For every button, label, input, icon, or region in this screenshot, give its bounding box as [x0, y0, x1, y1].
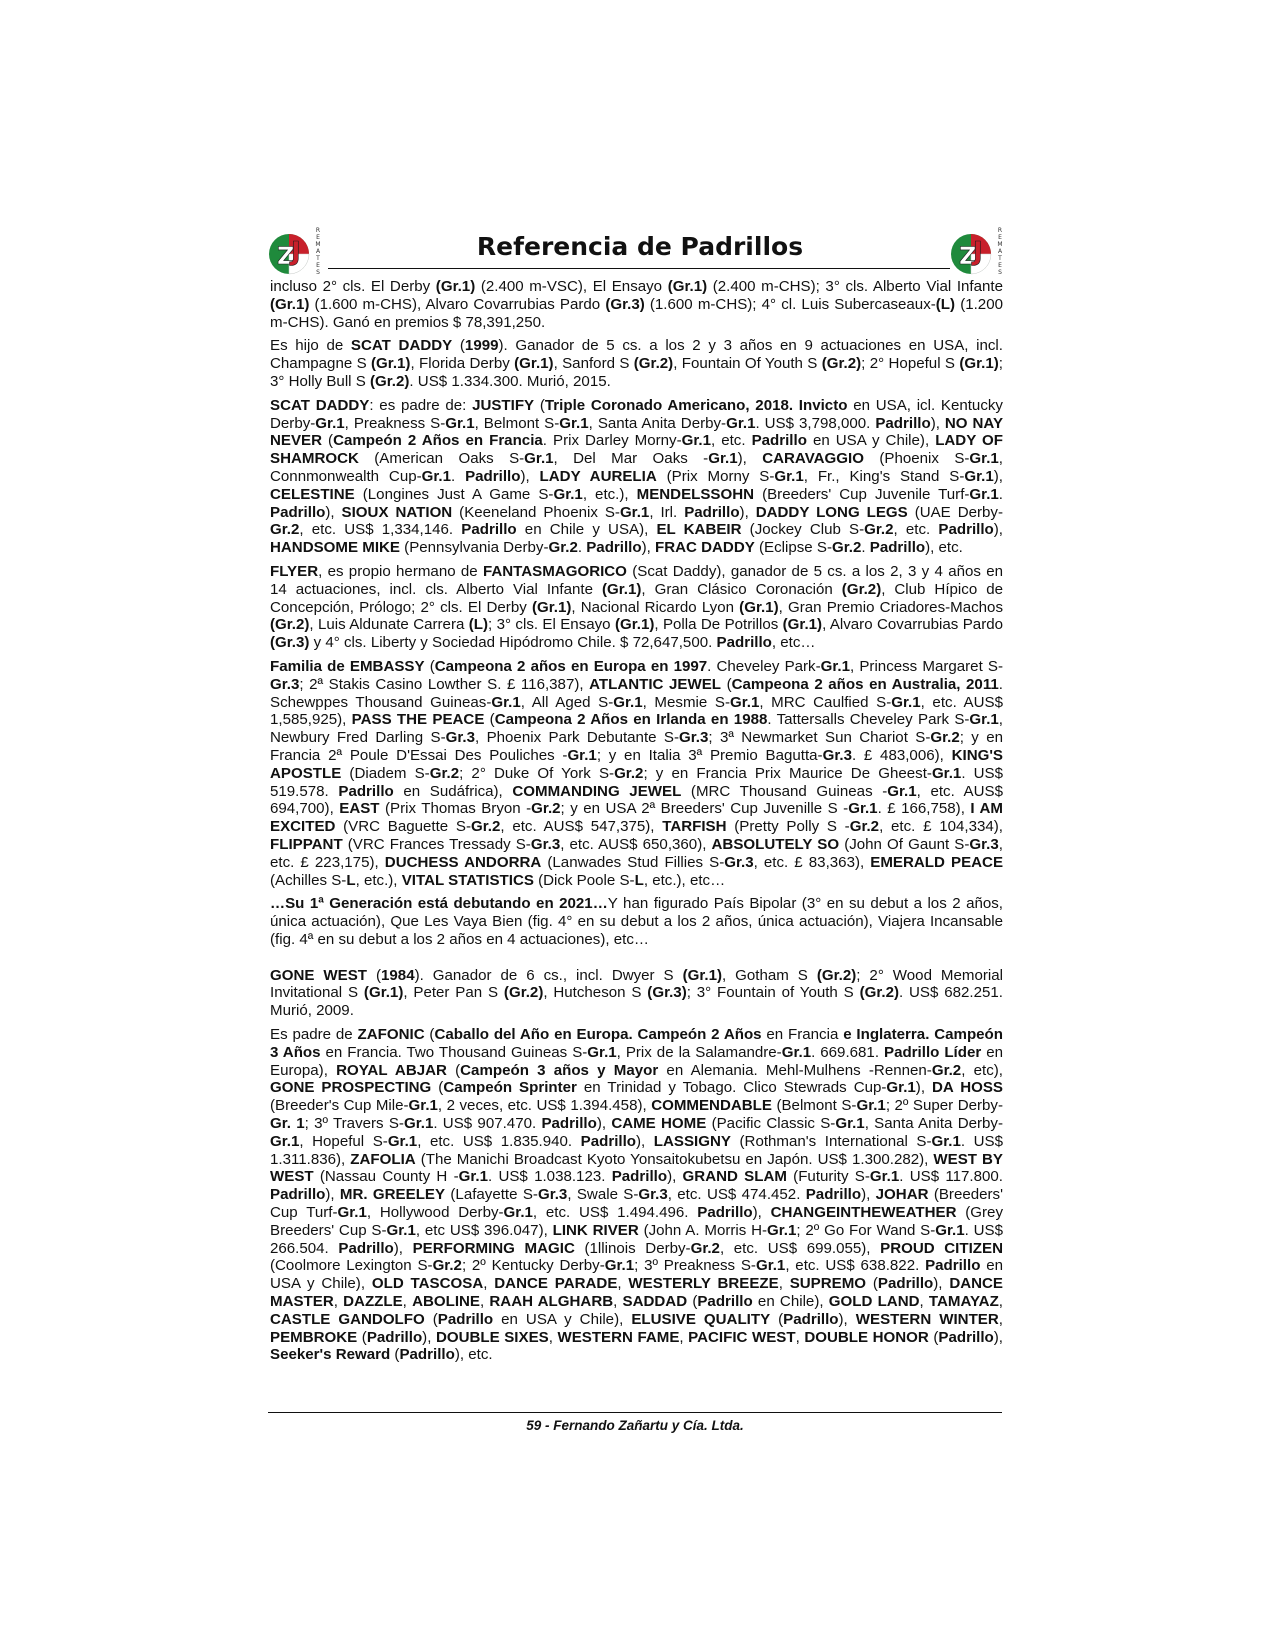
bold-run: L [634, 871, 644, 889]
bold-run: (Gr.3) [605, 295, 645, 313]
svg-text:T: T [316, 255, 320, 262]
bold-run: (Gr.2) [503, 984, 544, 1002]
bold-run: e Inglaterra. Campeón 3 Años [270, 1026, 1003, 1061]
bold-run: (Gr.1) [682, 966, 722, 984]
bold-run: EAST [339, 800, 380, 818]
bold-run: (Gr.2) [841, 580, 882, 598]
bold-run: COMMENDABLE [651, 1097, 772, 1115]
bold-run: LINK RIVER [552, 1221, 639, 1239]
bold-run: PACIFIC WEST [688, 1328, 796, 1346]
bold-run: Padrillo [697, 1293, 753, 1311]
bold-run: PROUD CITIZEN [880, 1239, 1003, 1257]
bold-run: (Gr.2) [370, 372, 410, 390]
bold-run: Padrillo [716, 634, 772, 652]
bold-run: Familia de EMBASSY [270, 657, 425, 675]
bold-run: FLYER [270, 562, 319, 580]
bold-run: ROYAL ABJAR [336, 1061, 447, 1079]
bold-run: (Gr.1) [531, 598, 572, 616]
bold-run: ABSOLUTELY SO [711, 835, 840, 853]
bold-run: Gr.1 [755, 1257, 786, 1275]
bold-run: Campeona 2 años en Europa en 1997 [434, 657, 708, 675]
bold-run: VITAL STATISTICS [401, 871, 534, 889]
svg-text:S: S [998, 269, 1002, 276]
svg-text:J: J [291, 237, 301, 267]
bold-run: Caballo del Año en Europa. Campeón 2 Años [434, 1026, 762, 1044]
bold-run: Gr.1 [386, 1221, 416, 1239]
paragraph-sire-scat-daddy: Es hijo de SCAT DADDY (1999). Ganador de 5 cs. a los 2 y 3 años en 9 actuaciones en USA, incl. Champagne S (Gr.1), Florida Derby (Gr.1), Sanford S (Gr.2), Fountain Of Youth S (Gr.2); 2° Hopeful S (Gr.1); 3° Holly Bull S (Gr.2). US$ 1.334.300. Murió, 2015. [270, 337, 1003, 390]
bold-run: Gr.2 [429, 764, 460, 782]
bold-run: Gr.1 [969, 485, 999, 503]
bold-run: (L) [468, 616, 489, 634]
bold-run: MR. GREELEY [339, 1186, 446, 1204]
bold-run: RAAH ALGHARB [489, 1293, 614, 1311]
bold-run: Gr.2 [432, 1257, 462, 1275]
bold-run: Gr.1 [935, 1221, 965, 1239]
bold-run: …Su 1ª Generación está debutando en 2021… [270, 895, 608, 913]
bold-run: PASS THE PEACE [351, 711, 485, 729]
bold-run: FANTASMAGORICO [482, 562, 627, 580]
bold-run: (Gr.2) [633, 355, 674, 373]
bold-run: Gr.1 [869, 1168, 900, 1186]
bold-run: Gr.1 [524, 450, 554, 468]
bold-run: Padrillo [751, 432, 807, 450]
bold-run: Gr.3 [679, 729, 709, 747]
bold-run: Gr.1 [613, 693, 643, 711]
bold-run: Triple Coronado Americano, 2018. Invicto [544, 396, 848, 414]
bold-run: Gr.1 [587, 1043, 617, 1061]
bold-run: PERFORMING MAGIC [412, 1239, 575, 1257]
bold-run: Padrillo [338, 782, 394, 800]
bold-run: WESTERN FAME [557, 1328, 680, 1346]
bold-run: L [346, 871, 356, 889]
bold-run: Gr.1 [969, 450, 999, 468]
bold-run: SCAT DADDY [270, 396, 370, 414]
paragraph-scat-daddy-progeny: SCAT DADDY: es padre de: JUSTIFY (Triple Coronado Americano, 2018. Invicto en USA, icl. Kentucky Derby-Gr.1, Preakness S-Gr.1, Belmont S-Gr.1, Santa Anita Derby-Gr.1. US$ 3,798,000. Padrillo), NO NAY NEVER (Campeón 2 Años en Francia. Prix Darley Morny-Gr.1, etc. Padrillo en USA y Chile), LADY OF SHAMROCK (American Oaks S-Gr.1, Del Mar Oaks -Gr.1), CARAVAGGIO (Phoenix S-Gr.1, Connmonwealth Cup-Gr.1. Padrillo), LADY AURELIA (Prix Morny S-Gr.1, Fr., King's Stand S-Gr.1), CELESTINE (Longines Just A Game S-Gr.1, etc.), MENDELSSOHN (Breeders' Cup Juvenile Turf-Gr.1. Padrillo), SIOUX NATION (Keeneland Phoenix S-Gr.1, Irl. Padrillo), DADDY LONG LEGS (UAE Derby-Gr.2, etc. US$ 1,334,146. Padrillo en Chile y USA), EL KABEIR (Jockey Club S-Gr.2, etc. Padrillo), HANDSOME MIKE (Pennsylvania Derby-Gr.2. Padrillo), FRAC DADDY (Eclipse S-Gr.2. Padrillo), etc. [270, 396, 1004, 557]
bold-run: Padrillo [541, 1115, 597, 1133]
bold-run: Gr.3 [270, 675, 300, 693]
bold-run: Gr.1 [403, 1115, 434, 1133]
bold-run: Gr.2 [548, 539, 578, 557]
bold-run: Gr.1 [969, 711, 999, 729]
bold-run: KING'S APOSTLE [270, 746, 1003, 782]
bold-run: Gr.2 [690, 1239, 720, 1257]
bold-run: Padrillo [697, 1204, 753, 1222]
bold-run: Gr.1 [964, 467, 994, 485]
bold-run: Padrillo [875, 414, 931, 432]
bold-run: CHANGEINTHEWEATHER [770, 1204, 957, 1222]
page-title: Referencia de Padrillos [476, 232, 804, 261]
paragraph-gone-west: GONE WEST (1984). Ganador de 6 cs., incl. Dwyer S (Gr.1), Gotham S (Gr.2); 2° Wood Memorial Invitational S (Gr.1), Peter Pan S (Gr.2), Hutcheson S (Gr.3); 3° Fountain of Youth S (Gr.2). US$ 682.251. Murió, 2009. [270, 966, 1003, 1020]
svg-text:S: S [316, 269, 320, 276]
bold-run: DOUBLE SIXES [435, 1328, 549, 1346]
bold-run: Gr. 1 [270, 1115, 305, 1133]
bold-run: (Gr.1) [782, 616, 823, 634]
bold-run: WESTERN WINTER [855, 1310, 999, 1328]
bold-run: (Gr.2) [270, 616, 310, 634]
svg-text:A: A [315, 248, 321, 255]
bold-run: ABOLINE [412, 1293, 480, 1311]
bold-run: EL KABEIR [656, 521, 742, 539]
bold-run: Gr.1 [887, 782, 917, 800]
bold-run: Padrillo [925, 1257, 981, 1275]
bold-run: Gr.2 [864, 521, 894, 539]
bold-run: Padrillo [877, 1275, 934, 1293]
bold-run: Padrillo [783, 1310, 839, 1328]
bold-run: GOLD LAND [828, 1293, 920, 1311]
bold-run: WEST BY WEST [270, 1150, 1003, 1186]
svg-text:M: M [315, 241, 321, 248]
paragraph-intro-wins: incluso 2° cls. El Derby (Gr.1) (2.400 m-VSC), El Ensayo (Gr.1) (2.400 m-CHS); 3° cls. Alberto Vial Infante (Gr.1) (1.600 m-CHS), Alvaro Covarrubias Pardo (Gr.3) (1.600 m-CHS); 4° cl. Luis Subercaseaux-(L) (1.200 m-CHS). Ganó en premios $ 78,391,250. [270, 278, 1003, 331]
bold-run: Padrillo [461, 521, 517, 539]
svg-text:E: E [316, 234, 320, 241]
bold-run: Gr.1 [491, 693, 521, 711]
bold-run: LASSIGNY [653, 1132, 731, 1150]
bold-run: GRAND SLAM [682, 1168, 787, 1186]
bold-run: (Gr.1) [667, 278, 708, 295]
bold-run: Padrillo [465, 467, 521, 485]
paragraph-family-embassy: Familia de EMBASSY (Campeona 2 años en Europa en 1997. Cheveley Park-Gr.1, Princess Margaret S-Gr.3; 2ª Stakis Casino Lowther S. £ 116,387), ATLANTIC JEWEL (Campeona 2 años en Australia, 2011. Schewppes Thousand Guineas-Gr.1, All Aged S-Gr.1, Mesmie S-Gr.1, MRC Caulfied S-Gr.1, etc. AUS$ 1,585,925), PASS THE PEACE (Campeona 2 Años en Irlanda en 1988. Tattersalls Cheveley Park S-Gr.1, Newbury Fred Darling S-Gr.3, Phoenix Park Debutante S-Gr.3; 3ª Newmarket Sun Chariot S-Gr.2; y en Francia 2ª Poule D'Essai Des Pouliches -Gr.1; y en Italia 3ª Premio Bagutta-Gr.3. £ 483,006), KING'S APOSTLE (Diadem S-Gr.2; 2° Duke Of York S-Gr.2; y en Francia Prix Maurice De Gheest-Gr.1. US$ 519.578. Padrillo en Sudáfrica), COMMANDING JEWEL (MRC Thousand Guineas -Gr.1, etc. AUS$ 694,700), EAST (Prix Thomas Bryon -Gr.2; y en USA 2ª Breeders' Cup Juvenille S -Gr.1. £ 166,758), I AM EXCITED (VRC Baguette S-Gr.2, etc. AUS$ 547,375), TARFISH (Pretty Polly S -Gr.2, etc. £ 104,334), FLIPPANT (VRC Frances Tressady S-Gr.3, etc. AUS$ 650,360), ABSOLUTELY SO (John Of Gaunt S-Gr.3, etc. £ 223,175), DUCHESS ANDORRA (Lanwades Stud Fillies S-Gr.3, etc. £ 83,363), EMERALD PEACE (Achilles S-L, etc.), VITAL STATISTICS (Dick Poole S-L, etc.), etc… [270, 657, 1004, 889]
bold-run: I AM EXCITED [270, 800, 1003, 836]
zj-remates-logo-right [950, 226, 1008, 276]
bold-run: (Gr.3) [647, 984, 687, 1002]
bold-run: Padrillo [586, 539, 642, 557]
bold-run: TAMAYAZ [928, 1293, 999, 1311]
bold-run: Gr.1 [835, 1115, 865, 1133]
bold-run: Gr.1 [408, 1097, 438, 1115]
bold-run: SADDAD [622, 1293, 688, 1311]
bold-run: (Gr.1) [739, 598, 779, 616]
footer-rule [268, 1412, 1002, 1413]
bold-run: GONE PROSPECTING [270, 1079, 432, 1097]
bold-run: Gr.2 [831, 539, 862, 557]
bold-run: SUPREMO [789, 1275, 867, 1293]
bold-run: FRAC DADDY [655, 539, 755, 557]
paragraph-flyer-sibling: FLYER, es propio hermano de FANTASMAGORICO (Scat Daddy), ganador de 5 cs. a los 2, 3 y 4 años en 14 actuaciones, incl. cls. Alberto Vial Infante (Gr.1), Gran Clásico Coronación (Gr.2), Club Hípico de Concepción, Prólogo; 2° cls. El Derby (Gr.1), Nacional Ricardo Lyon (Gr.1), Gran Premio Criadores-Machos (Gr.2), Luis Aldunate Carrera (L); 3° cls. El Ensayo (Gr.1), Polla De Potrillos (Gr.1), Alvaro Covarrubias Pardo (Gr.3) y 4° cls. Liberty y Sociedad Hipódromo Chile. $ 72,647,500. Padrillo, etc… [270, 562, 1004, 652]
bold-run: Gr.3 [530, 835, 561, 853]
bold-run: MENDELSSOHN [636, 485, 755, 503]
bold-run: Gr.1 [891, 693, 921, 711]
bold-run: Seeker's Reward [270, 1346, 391, 1364]
bold-run: DUCHESS ANDORRA [384, 853, 542, 871]
bold-run: DA HOSS [932, 1079, 1003, 1097]
bold-run: NO NAY NEVER [270, 414, 1004, 450]
page-footer: 59 - Fernando Zañartu y Cía. Ltda. [526, 1418, 744, 1433]
zj-remates-logo-left [268, 226, 326, 276]
bold-run: Gr.1 [503, 1204, 533, 1222]
bold-run: Padrillo [366, 1328, 423, 1346]
bold-run: Gr.3 [969, 835, 999, 853]
bold-run: Gr.1 [781, 1043, 812, 1061]
bold-run: (Gr.1) [371, 355, 411, 373]
title-underline [328, 268, 950, 269]
bold-run: Campeón Sprinter [443, 1079, 577, 1097]
bold-run: Padrillo [338, 1239, 394, 1257]
bold-run: DANCE MASTER [270, 1275, 1003, 1311]
paragraph-first-generation: …Su 1ª Generación está debutando en 2021…Y han figurado País Bipolar (3° en su debut a los 2 años, única actuación), Que Les Vaya Bien (fig. 4° en su debut a los 2 años, única actuación), Viajera Incansable (fig. 4ª en su debut a los 2 años en 4 actuaciones), etc… [270, 895, 1003, 948]
bold-run: Padrillo [270, 503, 326, 521]
bold-run: Gr.1 [421, 467, 452, 485]
bold-run: Gr.1 [445, 414, 475, 432]
bold-run: Padrillo [580, 1132, 637, 1150]
svg-text:A: A [997, 248, 1003, 255]
bold-run: CELESTINE [270, 485, 355, 503]
bold-run: Gr.2 [531, 800, 561, 818]
bold-run: LADY OF SHAMROCK [270, 432, 1003, 468]
bold-run: Gr.3 [537, 1186, 568, 1204]
bold-run: Gr.1 [767, 1221, 797, 1239]
bold-run: PEMBROKE [270, 1328, 358, 1346]
svg-text:M: M [997, 241, 1003, 248]
bold-run: (Gr.1) [959, 355, 999, 373]
bold-run: JUSTIFY [472, 396, 535, 414]
bold-run: Gr.2 [849, 818, 880, 836]
bold-run: Gr.1 [559, 414, 589, 432]
bold-run: DADDY LONG LEGS [755, 503, 908, 521]
svg-text:E: E [998, 234, 1002, 241]
bold-run: Gr.1 [270, 1132, 300, 1150]
bold-run: COMMANDING JEWEL [512, 782, 682, 800]
bold-run: Padrillo [611, 1168, 668, 1186]
bold-run: Gr.3 [822, 746, 852, 764]
body-text [270, 278, 1003, 1370]
bold-run: Gr.1 [886, 1079, 916, 1097]
bold-run: DANCE PARADE [494, 1275, 618, 1293]
bold-run: Gr.1 [931, 1132, 961, 1150]
bold-run: Padrillo [869, 539, 926, 557]
bold-run: 1984 [381, 966, 415, 984]
bold-run: Gr.1 [681, 432, 711, 450]
svg-text:Z: Z [277, 242, 295, 270]
bold-run: Gr.1 [856, 1097, 886, 1115]
bold-run: Gr.1 [729, 693, 760, 711]
bold-run: Gr.1 [567, 746, 597, 764]
bold-run: Gr.2 [471, 818, 501, 836]
bold-run: CAME HOME [611, 1115, 707, 1133]
bold-run: GONE WEST [270, 966, 368, 984]
bold-run: (Gr.1) [435, 278, 476, 295]
svg-text:E: E [316, 262, 320, 269]
bold-run: Campeona 2 años en Australia, 2011 [731, 675, 999, 693]
bold-run: Padrillo [938, 1328, 994, 1346]
bold-run: Gr.2 [931, 1061, 962, 1079]
bold-run: (Gr.2) [821, 355, 862, 373]
bold-run: Padrillo [270, 1186, 326, 1204]
bold-run: Gr.1 [931, 764, 962, 782]
svg-text:T: T [998, 255, 1002, 262]
bold-run: DOUBLE HONOR [804, 1328, 929, 1346]
bold-run: Gr.2 [930, 729, 960, 747]
bold-run: Gr.1 [315, 414, 345, 432]
bold-run: SCAT DADDY [350, 337, 453, 355]
bold-run: (Gr.1) [363, 984, 404, 1002]
svg-text:E: E [998, 262, 1002, 269]
bold-run: Gr.3 [638, 1186, 668, 1204]
bold-run: Gr.1 [458, 1168, 488, 1186]
bold-run: Gr.1 [387, 1132, 418, 1150]
bold-run: FLIPPANT [270, 835, 343, 853]
bold-run: Padrillo [938, 521, 994, 539]
bold-run: (Gr.1) [514, 355, 554, 373]
svg-text:Z: Z [959, 242, 977, 270]
bold-run: (L) [935, 295, 956, 313]
bold-run: Gr.3 [445, 729, 475, 747]
bold-run: (Gr.1) [614, 616, 655, 634]
bold-run: CASTLE GANDOLFO [270, 1310, 425, 1328]
bold-run: Gr.1 [337, 1204, 367, 1222]
bold-run: Gr.2 [270, 521, 300, 539]
bold-run: Padrillo [399, 1346, 455, 1364]
bold-run: Gr.2 [614, 764, 644, 782]
bold-run: Gr.1 [708, 450, 738, 468]
bold-run: Gr.1 [820, 657, 851, 675]
bold-run: Gr.3 [724, 853, 754, 871]
bold-run: Gr.1 [619, 503, 650, 521]
bold-run: Gr.1 [774, 467, 804, 485]
bold-run: ZAFOLIA [350, 1150, 416, 1168]
bold-run: SIOUX NATION [341, 503, 453, 521]
svg-text:J: J [973, 237, 983, 267]
bold-run: LADY AURELIA [539, 467, 657, 485]
bold-run: (Gr.2) [816, 966, 857, 984]
bold-run: (Gr.1) [270, 295, 310, 313]
bold-run: EMERALD PEACE [870, 853, 1004, 871]
bold-run: HANDSOME MIKE [270, 539, 400, 557]
bold-run: JOHAR [875, 1186, 929, 1204]
bold-run: Gr.1 [604, 1257, 635, 1275]
bold-run: Campeón 3 años y Mayor [460, 1061, 659, 1079]
bold-run: WESTERLY BREEZE [628, 1275, 779, 1293]
svg-text:R: R [315, 227, 321, 234]
bold-run: ELUSIVE QUALITY [631, 1310, 771, 1328]
bold-run: ATLANTIC JEWEL [589, 675, 722, 693]
bold-run: Padrillo [437, 1310, 494, 1328]
bold-run: (Gr.3) [270, 634, 310, 652]
bold-run: Gr.1 [553, 485, 583, 503]
bold-run: Gr.1 [848, 800, 878, 818]
bold-run: Gr.1 [726, 414, 756, 432]
bold-run: Padrillo [805, 1186, 862, 1204]
bold-run: DAZZLE [343, 1293, 403, 1311]
bold-run: (Gr.2) [859, 984, 899, 1002]
bold-run: ZAFONIC [357, 1026, 425, 1044]
bold-run: Padrillo Líder [884, 1043, 982, 1061]
bold-run: Campeón 2 Años en Francia [333, 432, 543, 450]
bold-run: TARFISH [662, 818, 727, 836]
bold-run: 1999 [464, 337, 499, 355]
paragraph-gone-west-progeny: Es padre de ZAFONIC (Caballo del Año en Europa. Campeón 2 Años en Francia e Inglaterra. Campeón 3 Años en Francia. Two Thousand Guineas S-Gr.1, Prix de la Salamandre-Gr.1. 669.681. Padrillo Líder en Europa), ROYAL ABJAR (Campeón 3 años y Mayor en Alemania. Mehl-Mulhens -Rennen-Gr.2, etc), GONE PROSPECTING (Campeón Sprinter en Trinidad y Tobago. Clico Stewrads Cup-Gr.1), DA HOSS (Breeder's Cup Mile-Gr.1, 2 veces, etc. US$ 1.394.458), COMMENDABLE (Belmont S-Gr.1; 2º Super Derby-Gr. 1; 3º Travers S-Gr.1. US$ 907.470. Padrillo), CAME HOME (Pacific Classic S-Gr.1, Santa Anita Derby-Gr.1, Hopeful S-Gr.1, etc. US$ 1.835.940. Padrillo), LASSIGNY (Rothman's International S-Gr.1. US$ 1.311.836), ZAFOLIA (The Manichi Broadcast Kyoto Yonsaitokubetsu en Japón. US$ 1.300.282), WEST BY WEST (Nassau County H -Gr.1. US$ 1.038.123. Padrillo), GRAND SLAM (Futurity S-Gr.1. US$ 117.800. Padrillo), MR. GREELEY (Lafayette S-Gr.3, Swale S-Gr.3, etc. US$ 474.452. Padrillo), JOHAR (Breeders' Cup Turf-Gr.1, Hollywood Derby-Gr.1, etc. US$ 1.494.496. Padrillo), CHANGEINTHEWEATHER (Grey Breeders' Cup S-Gr.1, etc US$ 396.047), LINK RIVER (John A. Morris H-Gr.1; 2º Go For Wand S-Gr.1. US$ 266.504. Padrillo), PERFORMING MAGIC (1llinois Derby-Gr.2, etc. US$ 699.055), PROUD CITIZEN (Coolmore Lexington S-Gr.2; 2º Kentucky Derby-Gr.1; 3º Preakness S-Gr.1, etc. US$ 638.822. Padrillo en USA y Chile), OLD TASCOSA, DANCE PARADE, WESTERLY BREEZE, SUPREMO (Padrillo), DANCE MASTER, DAZZLE, ABOLINE, RAAH ALGHARB, SADDAD (Padrillo en Chile), GOLD LAND, TAMAYAZ, CASTLE GANDOLFO (Padrillo en USA y Chile), ELUSIVE QUALITY (Padrillo), WESTERN WINTER, PEMBROKE (Padrillo), DOUBLE SIXES, WESTERN FAME, PACIFIC WEST, DOUBLE HONOR (Padrillo), Seeker's Reward (Padrillo), etc. [270, 1026, 1004, 1364]
bold-run: Padrillo [684, 503, 740, 521]
bold-run: Campeona 2 Años en Irlanda en 1988 [494, 711, 768, 729]
svg-text:R: R [997, 227, 1003, 234]
bold-run: OLD TASCOSA [371, 1275, 484, 1293]
bold-run: CARAVAGGIO [762, 450, 864, 468]
bold-run: (Gr.1) [601, 580, 642, 598]
